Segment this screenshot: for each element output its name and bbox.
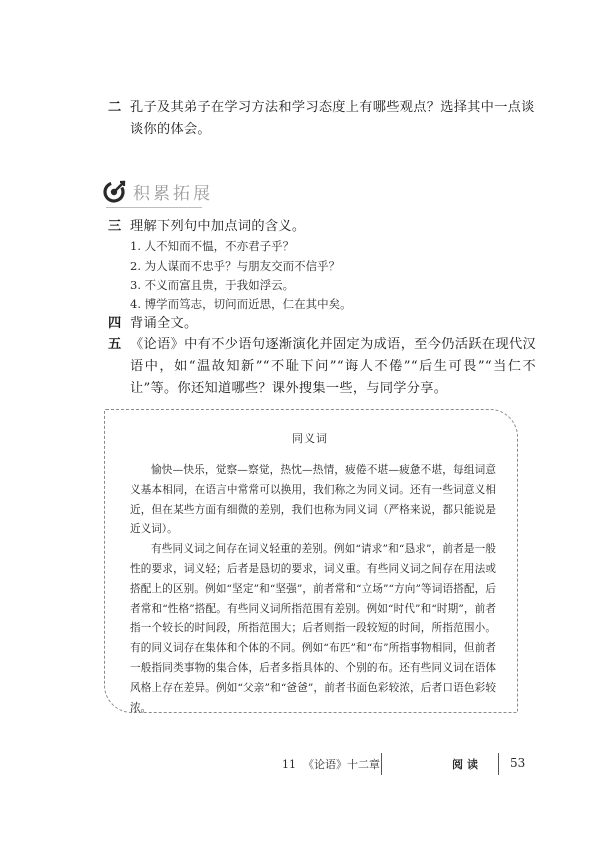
page-footer: [0, 756, 600, 776]
question-text: 背诵全文。: [130, 316, 198, 331]
question-text: 理解下列句中加点词的含义。: [130, 219, 306, 234]
section-underline: [106, 207, 202, 208]
question-number: 二: [108, 100, 122, 115]
section-header: [103, 176, 213, 206]
question-5: [108, 334, 536, 400]
sub-item: 3. 不义而富且贵，于我如浮云。: [130, 278, 295, 292]
question-2: [108, 97, 548, 141]
question-text: 孔子及其弟子在学习方法和学习态度上有哪些观点？选择其中一点谈谈你的体会。: [130, 100, 535, 137]
footer-divider: [381, 753, 382, 775]
sub-item: 2. 为人谋而不忠乎？与朋友交而不信乎？: [130, 259, 341, 273]
question-number: 四: [108, 316, 122, 331]
question-text: 《论语》中有不少语句逐渐演化并固定为成语，至今仍活跃在现代汉语中，如“温故知新”“不耻下问”“诲人不倦”“后生可畏”“当仁不让”等。你还知道哪些？课外搜集一些，与同学分享。: [130, 337, 536, 396]
question-number: 五: [108, 337, 122, 352]
sub-item: 4. 博学而笃志，切问而近思，仁在其中矣。: [130, 297, 352, 311]
footer-chapter-number: 11: [282, 758, 296, 771]
footer-section: 阅读: [452, 758, 482, 771]
question-number: 三: [108, 219, 122, 234]
sub-item: 1. 人不知而不愠，不亦君子乎？: [130, 239, 295, 253]
target-arrow-icon: [103, 179, 127, 203]
footer-chapter: [282, 756, 380, 772]
page-number: 53: [510, 756, 526, 770]
section-title: 积累拓展: [133, 183, 213, 204]
footer-divider: [498, 753, 499, 775]
info-box-body: [130, 461, 496, 718]
footer-chapter-title: 《论语》十二章: [303, 758, 380, 771]
info-box-title: 同义词: [292, 432, 328, 445]
info-paragraph: 有些同义词之间存在词义轻重的差别。例如“请求”和“恳求”，前者是一般性的要求，词义轻；后者是恳切的要求，词义重。有些同义词之间存在用法或搭配上的区别。例如“坚定”和“坚强”，前者常和“立场”“方向”等词语搭配，后者常和“性格”搭配。有些同义词所指范围有差别。例如“时代”和“时期”，前者指一个较长的时间段，所指范围大；后者则指一段较短的时间，所指范围小。有的同义词存在集体和个体的不同。例如“布匹”和“布”所指事物相同，但前者一般指同类事物的集合体，后者多指具体的、个别的布。还有些同义词在语体风格上存在差异。例如“父亲”和“爸爸”，前者书面色彩较浓，后者口语色彩较浓。: [130, 543, 496, 714]
info-paragraph: 愉快—快乐，觉察—察觉，热忱—热情，疲倦不堪—疲惫不堪，每组词意义基本相同，在语言中常常可以换用，我们称之为同义词。还有一些词意义相近，但在某些方面有细微的差别，我们也称为同义词（严格来说，都只能说是近义词）。: [130, 464, 496, 536]
question-4: [108, 313, 548, 335]
question-3: [108, 216, 548, 238]
